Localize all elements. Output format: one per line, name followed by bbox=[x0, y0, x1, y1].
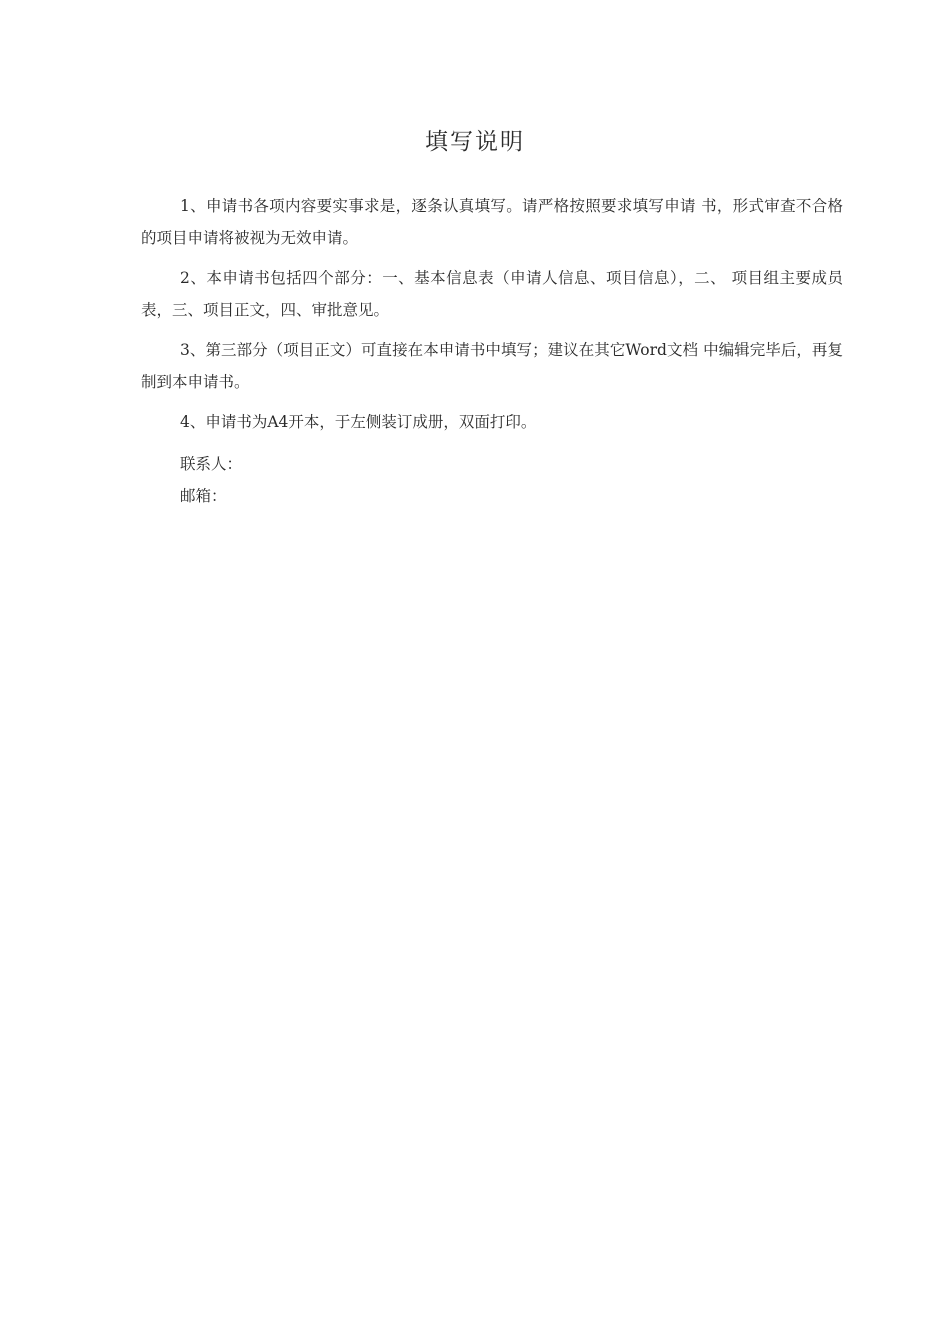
instructions-body bbox=[141, 190, 843, 512]
contact-person-label: 联系人： bbox=[180, 455, 243, 473]
instruction-paragraph-4: 4、申请书为A4开本，于左侧装订成册，双面打印。 bbox=[180, 413, 537, 431]
page-title: 填写说明 bbox=[425, 129, 525, 155]
instruction-paragraph-2: 2、本申请书包括四个部分：一、基本信息表（申请人信息、项目信息），二、 项目组主要成员表，三、项目正文，四、审批意见。 bbox=[141, 269, 843, 319]
contact-email-label: 邮箱： bbox=[180, 487, 227, 505]
contact-block bbox=[141, 448, 843, 512]
instruction-paragraph-3: 3、第三部分（项目正文）可直接在本申请书中填写；建议在其它Word文档 中编辑完毕后，再复制到本申请书。 bbox=[141, 341, 843, 391]
instruction-paragraph-1: 1、申请书各项内容要实事求是，逐条认真填写。请严格按照要求填写申请 书，形式审查不合格的项目申请将被视为无效申请。 bbox=[141, 197, 843, 247]
